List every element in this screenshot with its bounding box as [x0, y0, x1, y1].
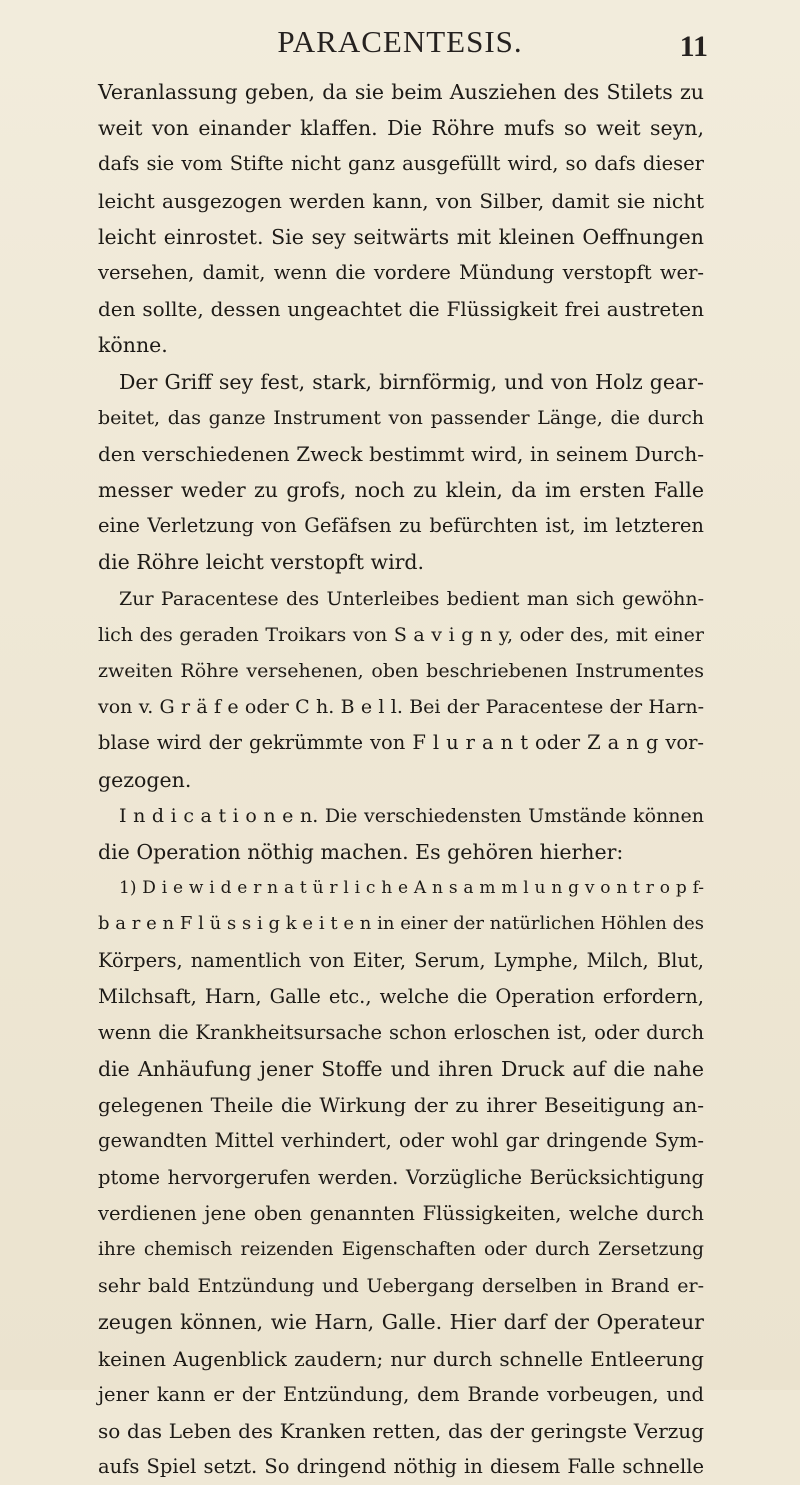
text-line: Körpers, namentlich von Eiter, Serum, Lymphe, Milch, Blut, [98, 948, 704, 972]
text-line: gezogen. [98, 767, 192, 792]
text-line: weit von einander klaffen. Die Röhre mufs so weit seyn, [98, 116, 704, 141]
text-line: ptome hervorgerufen werden. Vorzügliche Berücksichtigung [98, 1165, 704, 1189]
text-line: den sollte, dessen ungeachtet die Flüssigkeit frei austreten [98, 297, 704, 322]
text-line: 1) D i e w i d e r n a t ü r l i c h e A n s a m m l u n g v o n t r o p f- [119, 878, 704, 899]
page-number: 11 [679, 30, 708, 63]
text-line: messer weder zu grofs, noch zu klein, da im ersten Falle [98, 478, 704, 503]
text-line: Der Griff sey fest, stark, birnförmig, und von Holz gear- [119, 369, 704, 394]
body-text [98, 74, 704, 1485]
text-line: zweiten Röhre versehenen, oben beschriebenen Instrumentes [98, 660, 704, 682]
text-line: b a r e n F l ü s s i g k e i t e n in einer der natürlichen Höhlen des [98, 913, 704, 935]
text-line: den verschiedenen Zweck bestimmt wird, in seinem Durch- [98, 441, 704, 466]
text-line: keinen Augenblick zaudern; nur durch schnelle Entleerung [98, 1346, 704, 1371]
text-line: Milchsaft, Harn, Galle etc., welche die Operation erfordern, [98, 984, 704, 1008]
text-line: gewandten Mittel verhindert, oder wohl gar dringende Sym- [98, 1129, 704, 1153]
text-line: aufs Spiel setzt. So dringend nöthig in diesem Falle schnelle [98, 1455, 704, 1479]
text-line: jener kann er der Entzündung, dem Brande vorbeugen, und [98, 1382, 704, 1406]
page-header [0, 22, 800, 62]
text-line: leicht einrostet. Sie sey seitwärts mit kleinen Oeffnungen [98, 224, 704, 249]
text-line: von v. G r ä f e oder C h. B e l l. Bei der Paracentese der Harn- [98, 696, 704, 719]
text-line: gelegenen Theile die Wirkung der zu ihrer Beseitigung an- [98, 1093, 704, 1118]
text-line: dafs sie vom Stifte nicht ganz ausgefüllt wird, so dafs dieser [98, 152, 704, 176]
text-line: die Operation nöthig machen. Es gehören hierher: [98, 839, 624, 864]
text-line: die Anhäufung jener Stoffe und ihren Druck auf die nahe [98, 1057, 704, 1082]
text-line: könne. [98, 333, 168, 358]
text-line: blase wird der gekrümmte von F l u r a n t oder Z a n g vor- [98, 731, 704, 755]
text-line: so das Leben des Kranken retten, das der geringste Verzug [98, 1418, 704, 1443]
text-line: ihre chemisch reizenden Eigenschaften oder durch Zersetzung [98, 1239, 704, 1260]
text-line: eine Verletzung von Gefäfsen zu befürchten ist, im letzteren [98, 514, 704, 538]
text-line: beitet, das ganze Instrument von passender Länge, die durch [98, 406, 704, 429]
text-line: leicht ausgezogen werden kann, von Silber, damit sie nicht [98, 188, 704, 213]
text-line: Zur Paracentese des Unterleibes bedient man sich gewöhn- [119, 587, 704, 610]
text-line: lich des geraden Troikars von S a v i g n y, oder des, mit einer [98, 623, 704, 646]
text-line: verdienen jene oben genannten Flüssigkeiten, welche durch [98, 1201, 704, 1225]
text-line: zeugen können, wie Harn, Galle. Hier darf der Operateur [98, 1310, 704, 1335]
text-line: wenn die Krankheitsursache schon erloschen ist, oder durch [98, 1020, 704, 1044]
text-line: die Röhre leicht verstopft wird. [98, 550, 425, 575]
text-line: Veranlassung geben, da sie beim Ausziehen des Stilets zu [98, 80, 704, 104]
text-line: I n d i c a t i o n e n. Die verschiedensten Umstände können [119, 804, 704, 827]
text-line: versehen, damit, wenn die vordere Mündung verstopft wer- [98, 260, 704, 284]
running-title: PARACENTESIS. [277, 24, 523, 59]
text-line: sehr bald Entzündung und Uebergang derselben in Brand er- [98, 1275, 704, 1298]
